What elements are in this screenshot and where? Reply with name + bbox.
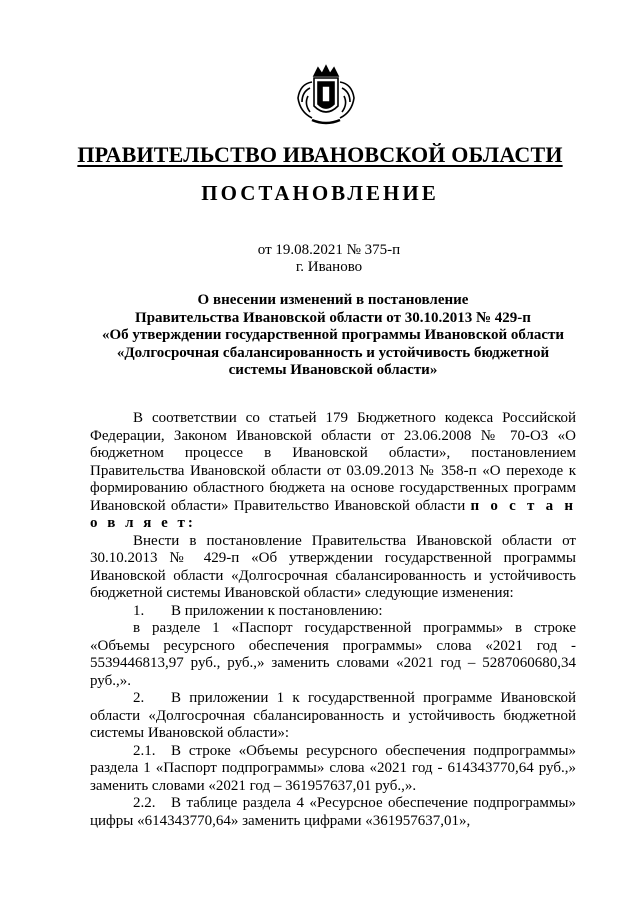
item-number: 2. bbox=[133, 690, 145, 706]
item-number: 1. bbox=[133, 602, 145, 619]
document-title bbox=[90, 292, 576, 380]
coat-of-arms-icon bbox=[292, 62, 360, 128]
item-text: В приложении к постановлению: bbox=[171, 602, 383, 619]
document-date-block bbox=[0, 242, 640, 276]
title-line: Правительства Ивановской области от 30.10.2013 № 429-п bbox=[135, 309, 531, 326]
item-text: В таблице раздела 4 «Ресурсное обеспечение подпрограммы» цифры «614343770,64» заменить цифрами «361957637,01», bbox=[90, 795, 576, 829]
item-text: В строке «Объемы ресурсного обеспечения подпрограммы» раздела 1 «Паспорт подпрограммы» слова «2021 год - 614343770,64 руб.,» заменить словами «2021 год – 361957637,01 руб.,». bbox=[90, 742, 576, 794]
resolves-word: п о с т а н о в л я е т: bbox=[90, 497, 576, 531]
title-line: «Об утверждении государственной программы Ивановской области bbox=[101, 327, 565, 344]
title-line: системы Ивановской области» bbox=[228, 362, 438, 379]
item-text: В приложении 1 к государственной программе Ивановской области «Долгосрочная сбалансированность и устойчивость бюджетной системы Ивановской области»: bbox=[90, 690, 576, 741]
preamble-paragraph bbox=[90, 410, 576, 533]
item-1-detail: в разделе 1 «Паспорт государственной программы» в строке «Объемы ресурсного обеспечения программы» слова «2021 год - 5539446813,97 руб., руб.,» заменить словами «2021 год – 5287060680,34 руб.,». bbox=[90, 620, 576, 689]
date-number: от 19.08.2021 № 375-п bbox=[257, 242, 401, 258]
document-type: ПОСТАНОВЛЕНИЕ bbox=[201, 181, 439, 205]
item-number: 2.1. bbox=[133, 742, 156, 759]
title-line: О внесении изменений в постановление bbox=[197, 292, 469, 308]
item-2-1 bbox=[90, 743, 576, 796]
document-body bbox=[90, 410, 576, 830]
title-line: «Долгосрочная сбалансированность и устойчивость бюджетной bbox=[116, 344, 550, 361]
item-2-2 bbox=[90, 795, 576, 830]
item-number: 2.2. bbox=[133, 795, 156, 811]
item-1 bbox=[90, 603, 576, 621]
preamble-text: В соответствии со статьей 179 Бюджетного кодекса Российской Федерации, Законом Ивановской области от 23.06.2008 № 70-ОЗ «О бюджетном процессе в Ивановской области», постановлением Правительства Ивановской области от 03.09.2013 № 358-п «О переходе к формированию областного бюджета на основе государственных программ Ивановской области» Правительство Ивановской области bbox=[90, 410, 576, 514]
city: г. Иваново bbox=[295, 259, 363, 275]
item-2 bbox=[90, 690, 576, 743]
intro-paragraph: Внести в постановление Правительства Ивановской области от 30.10.2013 № 429-п «Об утверждении государственной программы Ивановской области «Долгосрочная сбалансированность и устойчивость бюджетной системы Ивановской области» следующие изменения: bbox=[90, 532, 576, 601]
organization-name: ПРАВИТЕЛЬСТВО ИВАНОВСКОЙ ОБЛАСТИ bbox=[77, 142, 563, 167]
